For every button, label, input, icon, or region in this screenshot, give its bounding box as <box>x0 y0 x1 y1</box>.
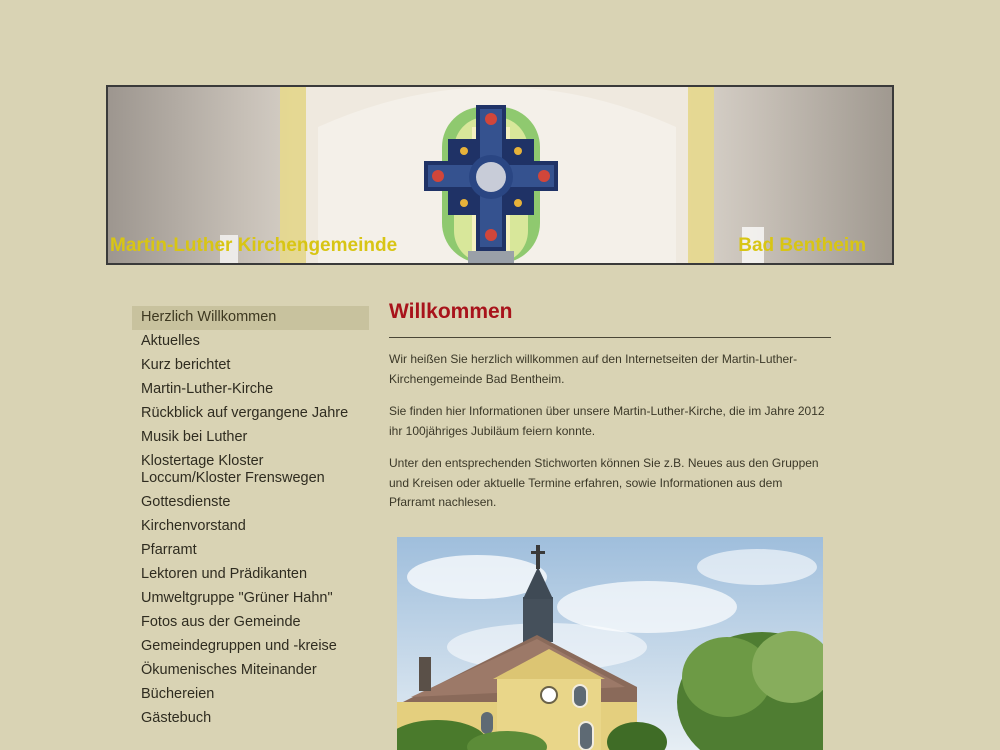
nav-item-pfarramt[interactable]: Pfarramt <box>141 542 197 558</box>
nav-item-kirchenvorstand[interactable]: Kirchenvorstand <box>141 518 246 534</box>
info-paragraph: Sie finden hier Informationen über unsere Martin-Luther-Kirche, die im Jahre 2012 ihr 100jähriges Jubiläum feiern konnte. <box>389 404 825 438</box>
nav-item-rueckblick[interactable]: Rückblick auf vergangene Jahre <box>141 405 349 421</box>
welcome-paragraph: Wir heißen Sie herzlich willkommen auf den Internetseiten der Martin-Luther-Kirchengemeinde Bad Bentheim. <box>389 352 798 386</box>
nav-item-lektoren[interactable]: Lektoren und Prädikanten <box>141 566 308 582</box>
sidebar-nav <box>132 306 369 731</box>
nav-item-klostertage[interactable]: Klostertage Kloster Loccum/Kloster Frenswegen <box>141 453 325 486</box>
nav-item-fotos[interactable]: Fotos aus der Gemeinde <box>141 614 301 630</box>
nav-item-buechereien[interactable]: Büchereien <box>141 686 215 702</box>
nav-item-kurz-berichtet[interactable]: Kurz berichtet <box>141 357 231 373</box>
nav-item-oekumenisches[interactable]: Ökumenisches Miteinander <box>141 662 317 678</box>
nav-item-herzlich-willkommen[interactable]: Herzlich Willkommen <box>132 306 369 330</box>
nav-item-martin-luther-kirche[interactable]: Martin-Luther-Kirche <box>141 381 274 397</box>
nav-item-gaestebuch[interactable]: Gästebuch <box>141 710 212 726</box>
church-photo <box>397 537 823 750</box>
church-photo-icon <box>397 537 823 750</box>
nav-item-gemeindegruppen[interactable]: Gemeindegruppen und -kreise <box>141 638 337 654</box>
main-content <box>389 300 831 513</box>
nav-item-aktuelles[interactable]: Aktuelles <box>141 333 200 349</box>
page-title: Willkommen <box>389 300 831 338</box>
nav-item-musik-bei-luther[interactable]: Musik bei Luther <box>141 429 248 445</box>
header-banner <box>106 85 894 265</box>
topics-paragraph: Unter den entsprechenden Stichworten können Sie z.B. Neues aus den Gruppen und Kreisen oder aktuelle Termine erfahren, sowie Informationen aus dem Pfarramt nachlesen. <box>389 456 819 509</box>
site-location: Bad Bentheim <box>738 235 866 256</box>
nav-item-gottesdienste[interactable]: Gottesdienste <box>141 494 231 510</box>
nav-item-umweltgruppe[interactable]: Umweltgruppe "Grüner Hahn" <box>141 590 333 606</box>
site-title: Martin-Luther Kirchengemeinde <box>110 235 398 256</box>
